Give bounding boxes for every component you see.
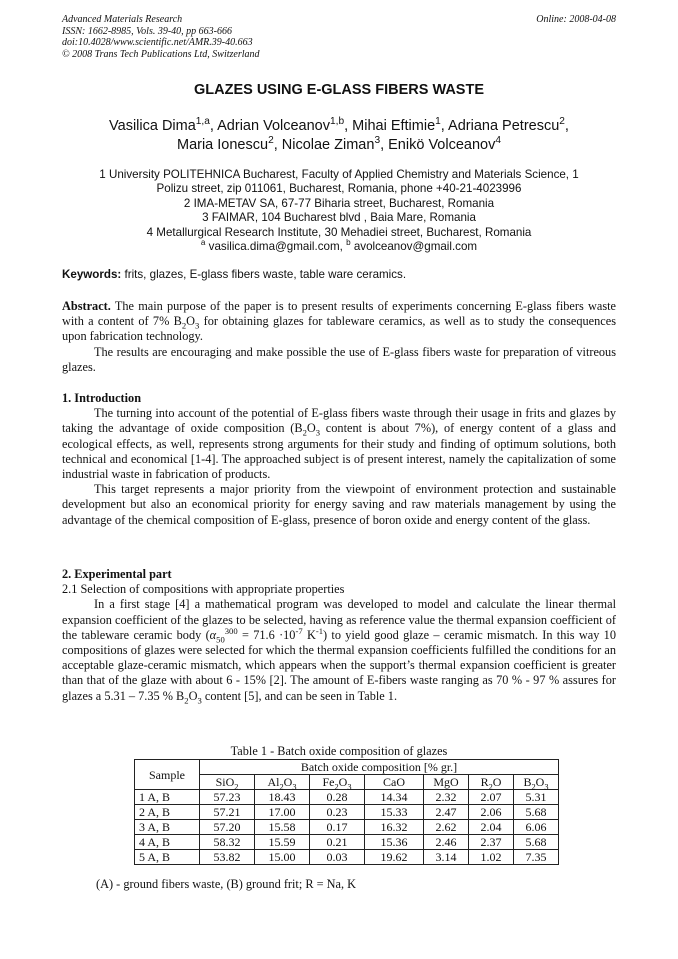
affiliation-line: Polizu street, zip 011061, Bucharest, Romania, phone +40-21-4023996	[156, 182, 522, 196]
table-cell: 2.62	[424, 820, 469, 835]
affiliation-line: 4 Metallurgical Research Institute, 30 Mehadiei street, Bucharest, Romania	[146, 225, 532, 239]
table-cell: 1 A, B	[135, 790, 200, 805]
email-a[interactable]: vasilica.dima@gmail.com	[208, 240, 340, 254]
table-cell: 0.17	[310, 820, 365, 835]
author-list: Vasilica Dima$^{1,a}$, Adrian Volceanov$^{1,b}$, Mihai Eftimie$^1$, Adriana Petrescu$^2$, Maria Ionescu$^2$, Nicolae Ziman$^3$, Enikö Volceanov$^4$	[109, 116, 569, 153]
author: Maria Ionescu	[176, 137, 269, 153]
sample-header: Sample	[135, 760, 200, 790]
table-cell: 58.32	[200, 835, 255, 850]
paragraph: This target represents a major priority from the viewpoint of environment protection and sustainable development but also an economical priority for energy saving and raw materials management by using the advantage of the chemical composition of E-glass, presence of boron oxide and energy content of the glass.	[62, 482, 616, 527]
abstract-paragraph: The results are encouraging and make possible the use of E-glass fibers waste for preparation of vitreous glazes.	[62, 344, 616, 374]
table-cell: 5.68	[514, 805, 559, 820]
abstract: Abstract. The main purpose of the paper is to present results of experiments concerning E-glass fibers waste with a content of 7% $B_2O_3$ for obtaining glazes for tableware ceramics, as well as to study the consequences upon fabrication technology. The results are encouraging and make possible the use of E-glass fibers waste for preparation of vitreous glazes.	[62, 299, 616, 374]
author: Nicolae Ziman	[281, 137, 375, 153]
section-heading: 2. Experimental part	[62, 567, 172, 581]
oxide-header-row: SiO$_2$ $Al_2O_3$ $Fe_2O_3$ CaO MgO $R_2O$ $B_2O_3$	[135, 775, 559, 790]
table-cell: 18.43	[255, 790, 310, 805]
table-cell: 3.14	[424, 850, 469, 865]
author: Adriana Petrescu	[448, 118, 560, 134]
experimental-section	[62, 567, 616, 704]
table-cell: 0.28	[310, 790, 365, 805]
table-cell: 15.33	[365, 805, 424, 820]
keywords: Keywords: frits, glazes, E-glass fibers waste, table ware ceramics.	[62, 268, 407, 281]
table-cell: 2.06	[469, 805, 514, 820]
page-header	[62, 14, 616, 60]
table-cell: 4 A, B	[135, 835, 200, 850]
author: Enikö Volceanov	[388, 137, 496, 153]
table-cell: 3 A, B	[135, 820, 200, 835]
table-cell: 5.31	[514, 790, 559, 805]
table-cell: 0.21	[310, 835, 365, 850]
paragraph: The turning into account of the potential of E-glass fibers waste through their usage in frits and glazes by taking the advantage of oxide composition ($B_2O_3$ content is about 7%), of energy content of a glass and ecological effects, as well, represents strong arguments for their study and finding of optimum solutions, both technical and economical [1-4]. The approached subject is of present interest, namely the capitalization of some industrial waste in fabrication of products.	[62, 406, 616, 482]
introduction-section	[62, 391, 616, 528]
table-row	[135, 835, 559, 850]
emails: $^a$ vasilica.dima@gmail.com, $^b$ avolceanov@gmail.com	[200, 238, 478, 254]
table-cell: 7.35	[514, 850, 559, 865]
table-cell: 2.46	[424, 835, 469, 850]
table-cell: 2.37	[469, 835, 514, 850]
table-cell: 53.82	[200, 850, 255, 865]
table-cell: 57.20	[200, 820, 255, 835]
table-cell: 6.06	[514, 820, 559, 835]
table-cell: 57.21	[200, 805, 255, 820]
paper-title: GLAZES USING E-GLASS FIBERS WASTE	[193, 82, 485, 98]
online-date: Online: 2008-04-08	[536, 14, 616, 25]
table-row	[135, 805, 559, 820]
table-cell: 5 A, B	[135, 850, 200, 865]
table-cell: 2.04	[469, 820, 514, 835]
composition-table	[134, 759, 559, 865]
author: Vasilica Dima	[109, 118, 196, 134]
section-heading: 1. Introduction	[62, 391, 142, 405]
table-caption: Table 1 - Batch oxide composition of glazes	[230, 744, 448, 758]
affiliation-line: 2 IMA-METAV SA, 67-77 Biharia street, Bucharest, Romania	[183, 196, 495, 210]
affiliation-line: 1 University POLITEHNICA Bucharest, Faculty of Applied Chemistry and Materials Science, 1	[99, 168, 579, 181]
table-cell: 57.23	[200, 790, 255, 805]
author: Adrian Volceanov	[217, 118, 330, 134]
table-cell: 15.00	[255, 850, 310, 865]
table-cell: 0.03	[310, 850, 365, 865]
copyright: © 2008 Trans Tech Publications Ltd, Switzerland	[62, 48, 260, 60]
table-cell: 17.00	[255, 805, 310, 820]
subsection-heading: 2.1 Selection of compositions with appropriate properties	[62, 582, 345, 597]
affiliations	[62, 168, 616, 254]
table-note: (A) - ground fibers waste, (B) ground frit; R = Na, K	[96, 877, 356, 891]
table-cell: 1.02	[469, 850, 514, 865]
doi: doi:10.4028/www.scientific.net/AMR.39-40.663	[62, 37, 253, 48]
table-cell: 0.23	[310, 805, 365, 820]
table-cell: 2 A, B	[135, 805, 200, 820]
table-cell: 14.34	[365, 790, 424, 805]
table-cell: 2.47	[424, 805, 469, 820]
table-cell: 19.62	[365, 850, 424, 865]
journal-name: Advanced Materials Research	[62, 14, 183, 25]
issn: ISSN: 1662-8985, Vols. 39-40, pp 663-666	[62, 25, 232, 37]
group-header: Batch oxide composition [% gr.]	[200, 760, 559, 775]
table-cell: 15.58	[255, 820, 310, 835]
table-cell: 5.68	[514, 835, 559, 850]
table-row	[135, 790, 559, 805]
table-row	[135, 850, 559, 865]
email-b[interactable]: avolceanov@gmail.com	[353, 240, 478, 254]
affiliation-line: 3 FAIMAR, 104 Bucharest blvd , Baia Mare, Romania	[202, 211, 476, 225]
paragraph: In a first stage [4] a mathematical program was developed to model and calculate the linear thermal expansion coefficient of the glazes to be selected, having as reference value the thermal expansion coefficient of the tableware ceramic body ($\alpha_{50}^{300} = 71.6 \cdot 10^{-7}$ $K^{-1}$) to yield good glaze – ceramic mismatch. In this way 10 compositions of glazes were selected for which the thermal expansion coefficients fulfilled the conditions for an acceptable glaze-ceramic mismatch, which appears when the support’s thermal expansion coefficient is greater than that of the glaze with about 6 - 15% [2]. The amount of E-fibers waste ranging as 70 % - 97 % assures for glazes a 5.31 – 7.35 % $B_2O_3$ content [5], and can be seen in Table 1.	[62, 597, 616, 706]
table-cell: 15.59	[255, 835, 310, 850]
table-cell: 15.36	[365, 835, 424, 850]
table-cell: 16.32	[365, 820, 424, 835]
table-cell: 2.32	[424, 790, 469, 805]
author: Mihai Eftimie	[352, 118, 436, 134]
table-cell: 2.07	[469, 790, 514, 805]
table-row	[135, 820, 559, 835]
